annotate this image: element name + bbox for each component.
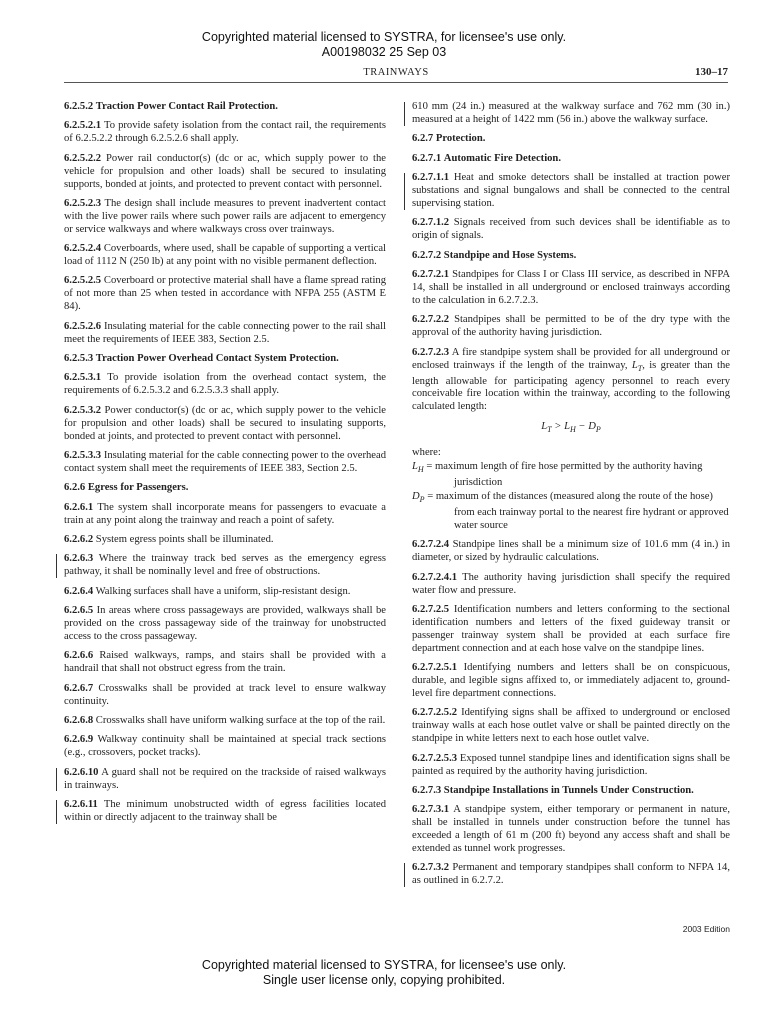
formula-lt-lh-dp: $L_T > L_H - D_P$ xyxy=(541,420,601,434)
section-6-2-5-2 xyxy=(64,101,386,114)
section-text: Identification numbers and letters conforming to the sectional identification numbers and letters of the fixed guideway transit or passenger trainway system shall be provided at each surface fire department connection and at each hose valve on the standpipe lines. xyxy=(412,604,730,654)
section-continued xyxy=(412,101,730,127)
where-definition xyxy=(412,491,730,533)
where-definitions xyxy=(412,461,730,533)
section-number: 6.2.5.3.2 xyxy=(64,404,102,416)
where-label: where: xyxy=(412,446,441,458)
section-6-2-5-2-3 xyxy=(64,198,386,237)
section-number: 6.2.6.10 xyxy=(64,766,99,778)
section-6-2-7-3-2 xyxy=(412,862,730,888)
section-number: 6.2.7.2.5 xyxy=(412,604,450,616)
section-6-2-6-6 xyxy=(64,650,386,676)
section-heading: Egress for Passengers. xyxy=(87,482,189,494)
running-head-title: TRAINWAYS xyxy=(363,67,429,78)
section-number: 6.2.7.3.2 xyxy=(412,862,450,874)
section-text: 610 mm (24 in.) measured at the walkway surface and 762 mm (30 in.) measured at a height of 1422 mm (56 in.) above the walkway surface. xyxy=(412,101,730,125)
section-text: Walkway continuity shall be maintained at special track sections (e.g., crossovers, pocket tracks). xyxy=(64,734,386,759)
where-symbol: $D_P$ = xyxy=(412,490,434,504)
where-definition xyxy=(412,461,730,490)
section-6-2-5-3 xyxy=(64,353,386,366)
section-number: 6.2.6.6 xyxy=(64,650,94,662)
section-6-2-7-2-5-1 xyxy=(412,662,730,701)
section-6-2-7-2-2 xyxy=(412,314,730,340)
section-number: 6.2.7.2.2 xyxy=(412,314,450,326)
section-heading: Traction Power Overhead Contact System Protection. xyxy=(95,353,339,364)
section-text: Heat and smoke detectors shall be installed at traction power substations and signal bungalows and shall be connected to the central supervising station. xyxy=(412,172,730,209)
section-number: 6.2.7.2.5.3 xyxy=(412,752,458,764)
section-6-2-6-10 xyxy=(64,767,386,793)
page-number: 130–17 xyxy=(695,66,728,78)
section-number: 6.2.7.2 xyxy=(412,249,442,261)
section-number: 6.2.6.5 xyxy=(64,605,94,617)
where-text: maximum length of fire hose permitted by the authority having jurisdiction xyxy=(432,460,703,488)
section-heading: Protection. xyxy=(435,133,486,145)
section-number: 6.2.7.2.4.1 xyxy=(412,571,458,583)
section-6-2-6-3 xyxy=(64,553,386,579)
section-number: 6.2.7.2.3 xyxy=(412,346,450,358)
revision-bar xyxy=(404,102,405,126)
section-6-2-7-2 xyxy=(412,250,730,263)
section-text: Raised walkways, ramps, and stairs shall be provided with a handrail that shall not obstruct egress from the train. xyxy=(64,650,387,675)
section-number: 6.2.6.2 xyxy=(64,533,94,545)
section-6-2-7-2-4-1 xyxy=(412,572,730,598)
section-6-2-5-2-5 xyxy=(64,275,386,314)
watermark-line-1: Copyrighted material licensed to SYSTRA, for licensee's use only. xyxy=(201,958,567,972)
section-6-2-6-8 xyxy=(64,715,386,728)
section-text: To provide isolation from the overhead contact system, the requirements of 6.2.5.3.2 and 6.2.5.3.3 shall apply. xyxy=(64,372,386,397)
section-6-2-6-9 xyxy=(64,734,386,760)
section-text: Standpipes shall be permitted to be of the dry type with the approval of the authority having jurisdiction. xyxy=(412,314,730,339)
section-number: 6.2.7.2.4 xyxy=(412,539,450,551)
section-text: Power rail conductor(s) (dc or ac, which supply power to the vehicle for propulsion and other loads) shall be secured to insulating supports, bonded at joints, and protected to prevent contact with personnel. xyxy=(64,152,386,190)
section-6-2-6-7 xyxy=(64,683,386,709)
where-text: maximum of the distances (measured along the route of the hose) from each trainway portal to the nearest fire hydrant or approved water source xyxy=(433,490,729,531)
section-text: The system shall incorporate means for passengers to evacuate a train at any point along the trainway and reach a point of safety. xyxy=(64,501,386,526)
section-6-2-5-3-2 xyxy=(64,405,386,444)
section-text: Walking surfaces shall have a uniform, slip-resistant design. xyxy=(95,585,351,597)
section-6-2-6-11 xyxy=(64,799,386,825)
section-text: The authority having jurisdiction shall specify the required water flow and pressure. xyxy=(412,571,730,596)
section-number: 6.2.6.1 xyxy=(64,501,94,513)
section-6-2-6 xyxy=(64,482,386,495)
section-6-2-7-3-1 xyxy=(412,804,730,856)
section-number: 6.2.6.8 xyxy=(64,714,94,726)
section-number: 6.2.7.2.5.1 xyxy=(412,662,458,674)
section-number: 6.2.5.2.2 xyxy=(64,152,102,164)
section-6-2-7-2-1 xyxy=(412,269,730,308)
section-heading: Standpipe and Hose Systems. xyxy=(443,249,577,261)
section-6-2-7-1 xyxy=(412,153,730,166)
section-heading: Automatic Fire Detection. xyxy=(443,152,561,164)
section-text: Standpipes for Class I or Class III service, as described in NFPA 14, shall be installed in all underground or enclosed trainways according to the calculation in 6.2.7.2.3. xyxy=(412,269,730,306)
section-number: 6.2.5.2.1 xyxy=(64,120,102,132)
section-number: 6.2.5.3 xyxy=(64,353,94,364)
section-number: 6.2.7.2.5.2 xyxy=(412,707,458,719)
section-text: Power conductor(s) (dc or ac, which supply power to the vehicle for propulsion and other loads) shall be secured to insulating supports, bonded at joints, and protected to prevent contact with personnel. xyxy=(64,404,386,442)
section-text: To provide safety isolation from the contact rail, the requirements of 6.2.5.2.2 through 6.2.5.2.6 shall apply. xyxy=(64,120,386,145)
revision-bar xyxy=(404,173,405,210)
section-number: 6.2.6.3 xyxy=(64,553,94,565)
section-text: Insulating material for the cable connecting power to the overhead contact system shall meet the requirements of IEEE 383, Section 2.5. xyxy=(64,449,386,474)
section-6-2-7-2-4 xyxy=(412,539,730,565)
section-text: Signals received from such devices shall be identifiable as to origin of signals. xyxy=(412,217,730,242)
watermark-line-1: Copyrighted material licensed to SYSTRA, for licensee's use only. xyxy=(201,30,567,44)
section-number: 6.2.7.1.2 xyxy=(412,217,450,229)
section-text: Permanent and temporary standpipes shall conform to NFPA 14, as outlined in 6.2.7.2. xyxy=(412,862,730,887)
section-number: 6.2.5.2.6 xyxy=(64,320,102,332)
section-text: The design shall include measures to prevent inadvertent contact with the live power rails where such power rails are adjacent to emergency or service walkways and where walkways cross over trainways. xyxy=(64,197,386,235)
section-heading: Standpipe Installations in Tunnels Under Construction. xyxy=(443,784,694,796)
section-number: 6.2.6.9 xyxy=(64,734,94,746)
section-text: Coverboard or protective material shall have a flame spread rating of not more than 25 when tested in accordance with NFPA 255 (ASTM E 84). xyxy=(64,275,386,313)
section-text: System egress points shall be illuminated. xyxy=(95,533,274,545)
section-number: 6.2.7.3 xyxy=(412,784,442,796)
section-text: Where the trainway track bed serves as the emergency egress pathway, it shall be nominally level and free of obstructions. xyxy=(64,553,386,578)
section-number: 6.2.5.2.3 xyxy=(64,197,102,209)
section-text: Crosswalks shall be provided at track level to ensure walkway continuity. xyxy=(64,682,386,707)
section-text: Crosswalks shall have uniform walking surface at the top of the rail. xyxy=(95,714,386,726)
left-column xyxy=(64,101,386,831)
watermark-line-2: A00198032 25 Sep 03 xyxy=(321,45,447,59)
section-text: In areas where cross passageways are provided, walkways shall be provided on the cross passageway side of the trainway for unobstructed access to the cross passageway. xyxy=(64,605,386,642)
section-number: 6.2.7.3.1 xyxy=(412,804,450,816)
section-number: 6.2.6.11 xyxy=(64,798,98,810)
section-text: A guard shall not be required on the trackside of raised walkways in trainways. xyxy=(64,766,386,791)
revision-bar xyxy=(56,554,57,578)
section-6-2-5-2-4 xyxy=(64,243,386,269)
section-text: A standpipe system, either temporary or permanent in nature, shall be installed in tunnels under construction before the tunnel has exceeded a length of 61 m (200 ft) beyond any access shaft and shall be extended as tunnel work progresses. xyxy=(412,804,730,855)
section-number: 6.2.5.3.3 xyxy=(64,449,102,461)
section-6-2-6-2 xyxy=(64,534,386,547)
section-number: 6.2.5.2 xyxy=(64,101,94,112)
where-symbol: $L_H$ = xyxy=(412,460,433,474)
right-column-bottom xyxy=(412,539,730,888)
section-number: 6.2.5.2.5 xyxy=(64,275,102,287)
section-6-2-7-1-2 xyxy=(412,217,730,243)
section-6-2-7-2-5-2 xyxy=(412,707,730,746)
section-6-2-5-3-3 xyxy=(64,450,386,476)
copyright-watermark-bottom xyxy=(0,958,768,988)
edition-label: 2003 Edition xyxy=(682,924,730,934)
section-6-2-7-2-5-3 xyxy=(412,753,730,779)
section-number: 6.2.7 xyxy=(412,133,434,145)
section-number: 6.2.7.1 xyxy=(412,152,442,164)
section-6-2-5-3-1 xyxy=(64,372,386,398)
section-number: 6.2.6.4 xyxy=(64,585,94,597)
section-6-2-5-2-6 xyxy=(64,321,386,347)
section-6-2-6-5 xyxy=(64,605,386,644)
section-heading: Traction Power Contact Rail Protection. xyxy=(95,101,278,112)
section-6-2-7 xyxy=(412,133,730,146)
section-text: Identifying numbers and letters shall be on conspicuous, durable, and legible signs affixed to, or immediately adjacent to, ground-level fire department connections. xyxy=(412,662,730,699)
running-head xyxy=(64,66,728,83)
revision-bar xyxy=(56,768,57,792)
section-text: Identifying signs shall be affixed to underground or enclosed trainway walls at each hose outlet valve or shall be painted directly on the standpipe in white letters next to each hose outlet valve. xyxy=(412,707,730,745)
section-number: 6.2.7.1.1 xyxy=(412,172,450,184)
section-6-2-7-1-1 xyxy=(412,172,730,211)
section-number: 6.2.6 xyxy=(64,482,86,494)
section-6-2-6-1 xyxy=(64,502,386,528)
section-number: 6.2.5.3.1 xyxy=(64,372,102,384)
section-number: 6.2.5.2.4 xyxy=(64,243,102,255)
section-number: 6.2.7.2.1 xyxy=(412,269,450,281)
section-6-2-5-2-2 xyxy=(64,153,386,192)
watermark-line-2: Single user license only, copying prohibited. xyxy=(262,973,506,987)
copyright-watermark-top xyxy=(0,30,768,60)
section-text: Exposed tunnel standpipe lines and identification signs shall be painted as required by the authority having jurisdiction. xyxy=(412,752,730,777)
section-text: Coverboards, where used, shall be capable of supporting a vertical load of 1112 N (250 lb) at any point with no visible permanent deflection. xyxy=(64,243,386,268)
section-text: The minimum unobstructed width of egress facilities located within or directly adjacent to the trainway shall be xyxy=(64,798,386,823)
right-column-top xyxy=(412,101,730,414)
revision-bar xyxy=(56,800,57,824)
section-6-2-6-4 xyxy=(64,586,386,599)
section-6-2-7-3 xyxy=(412,785,730,798)
revision-bar xyxy=(404,863,405,887)
right-column xyxy=(412,101,730,895)
section-number: 6.2.6.7 xyxy=(64,682,94,694)
section-6-2-5-2-1 xyxy=(64,120,386,146)
section-6-2-7-2-3 xyxy=(412,347,730,415)
section-text: Insulating material for the cable connecting power to the rail shall meet the requirements of IEEE 383, Section 2.5. xyxy=(64,320,386,345)
section-text: A fire standpipe system shall be provided for all underground or enclosed trainways if the length of the trainway, $L_T$, is greater than the length allowable for participating agency personnel to reach every conceivable fire location within the trainway, according to the following calculated length: xyxy=(412,346,730,413)
section-6-2-7-2-5 xyxy=(412,604,730,656)
section-text: Standpipe lines shall be a minimum size of 101.6 mm (4 in.) in diameter, or sized by hydraulic calculations. xyxy=(412,539,730,564)
